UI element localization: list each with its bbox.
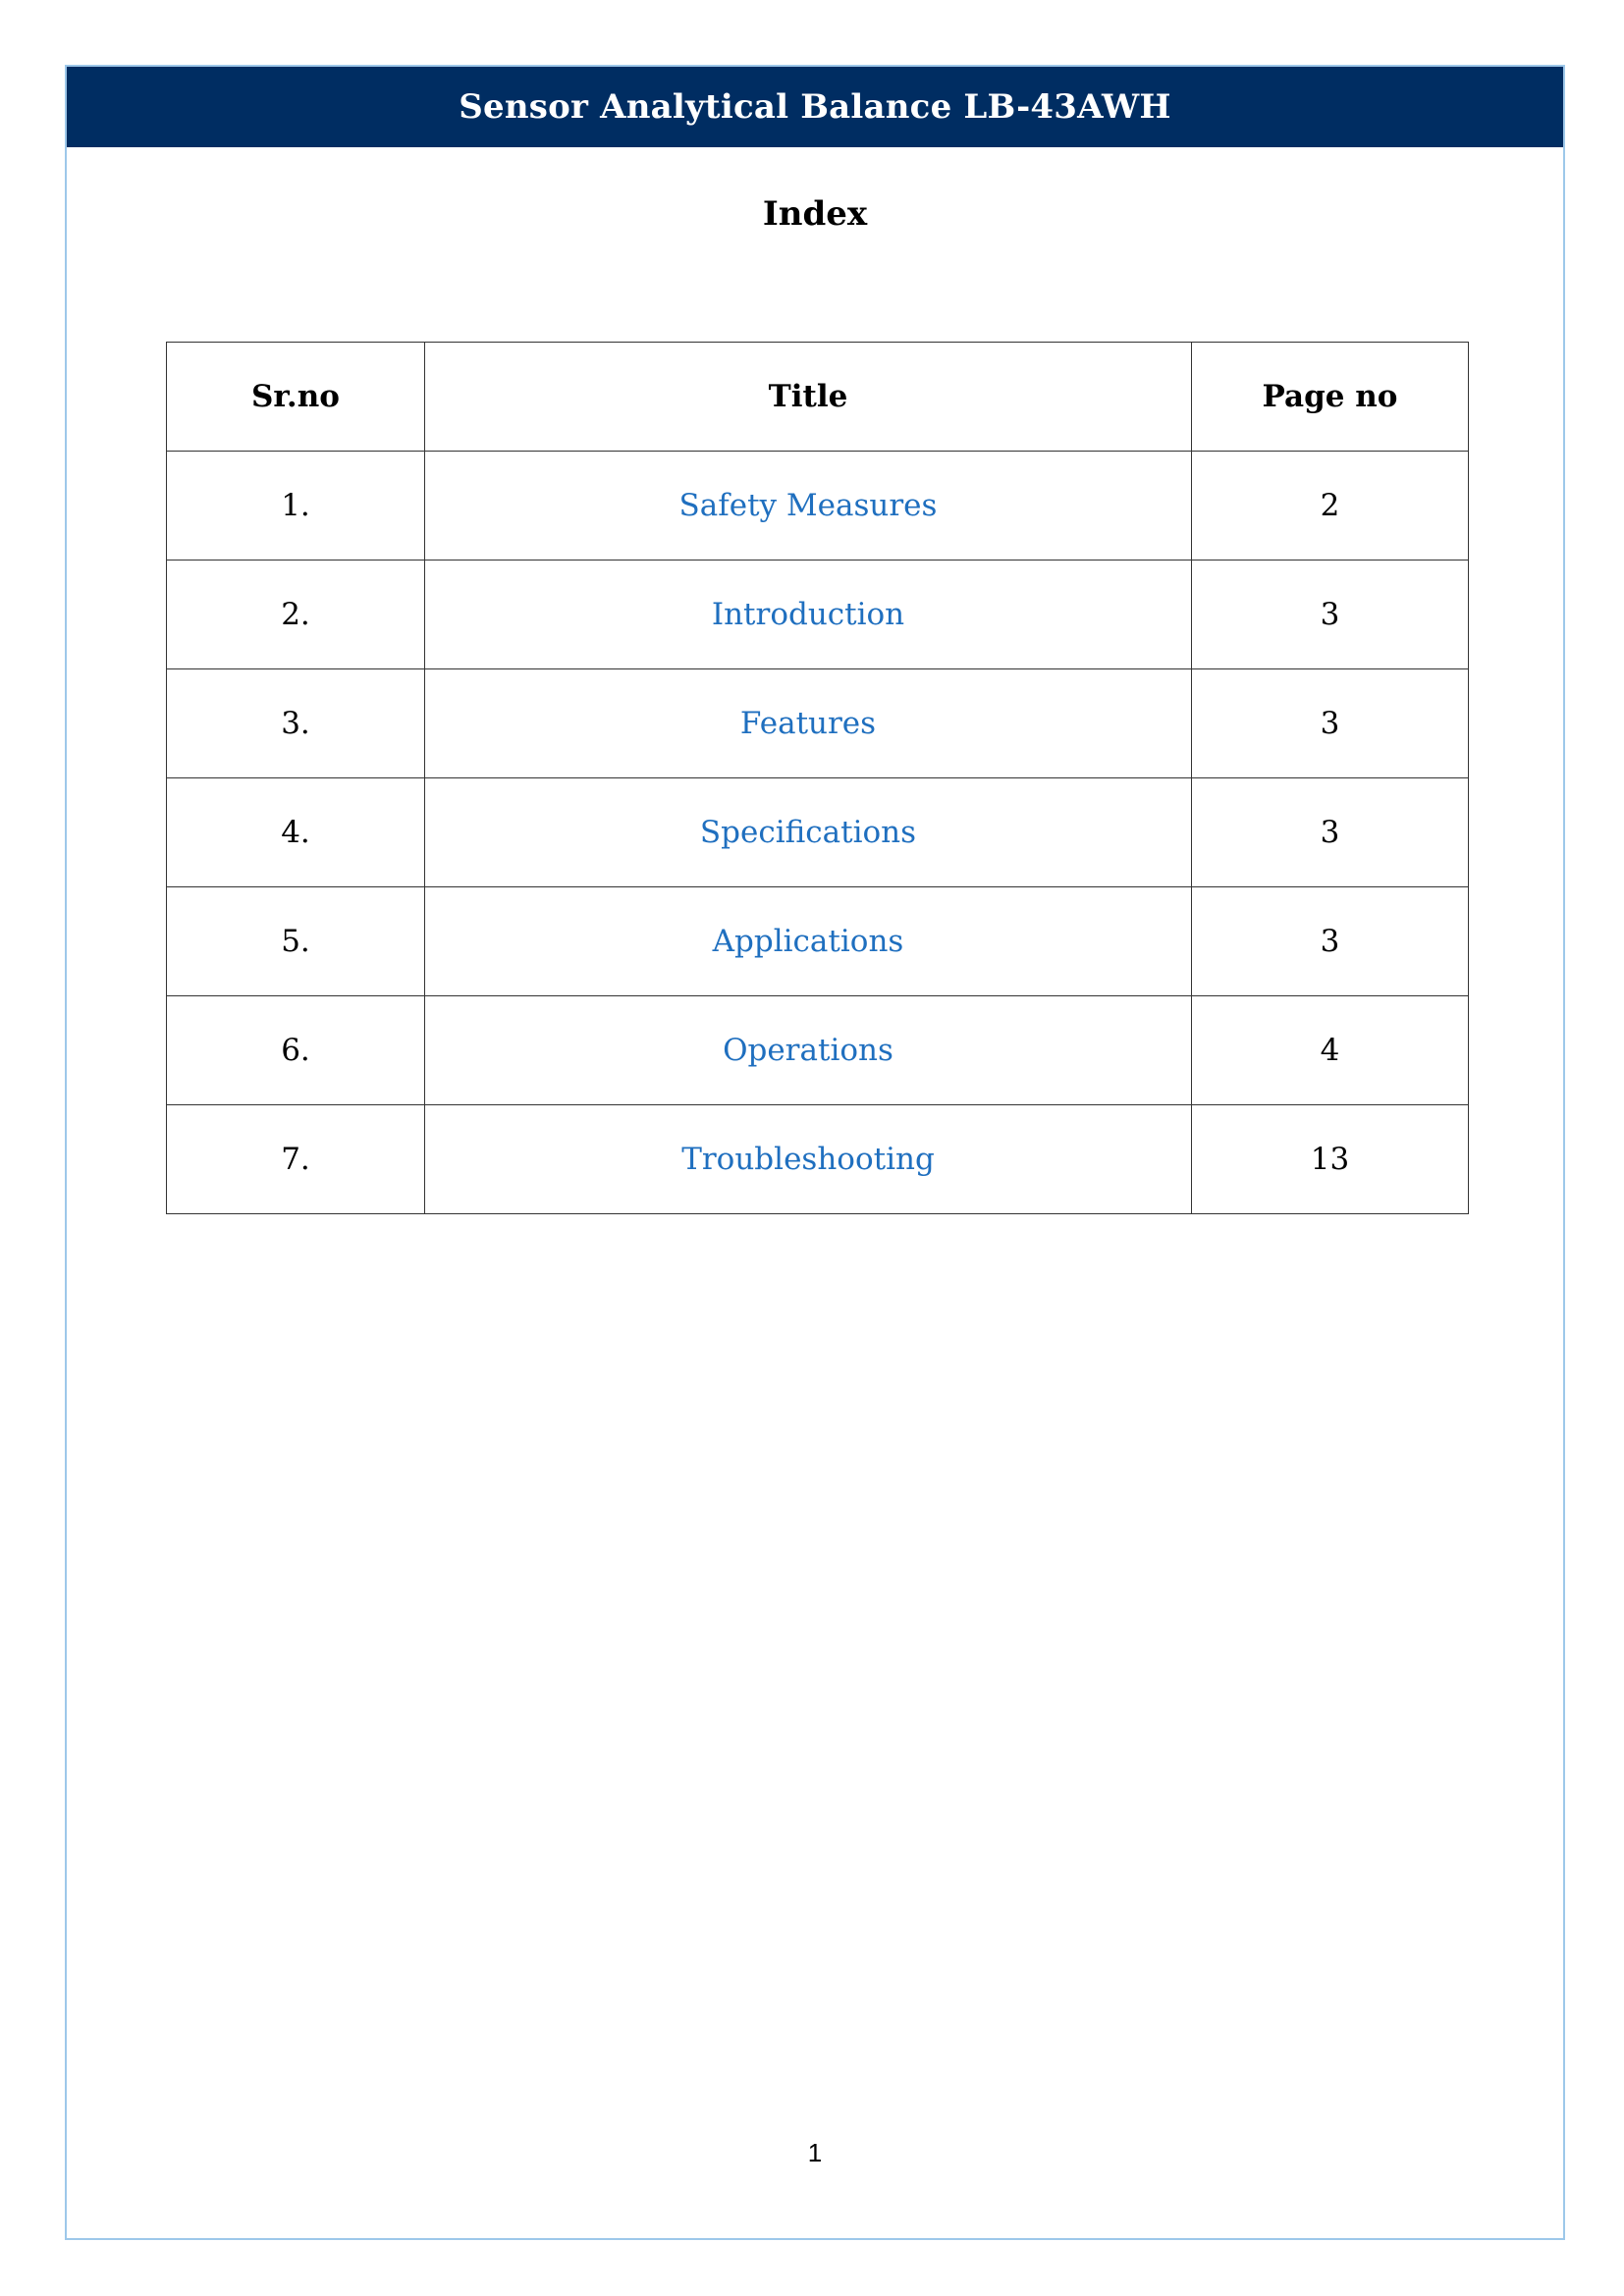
row-page: 2 (1192, 452, 1469, 561)
row-srno: 2. (167, 561, 425, 669)
toc-link-safety-measures[interactable]: Safety Measures (678, 488, 938, 523)
row-page: 3 (1192, 669, 1469, 778)
row-page: 13 (1192, 1105, 1469, 1214)
column-header-title: Title (425, 343, 1192, 452)
table-row (167, 778, 1469, 887)
row-title-cell (425, 561, 1192, 669)
column-header-srno: Sr.no (167, 343, 425, 452)
row-title-cell (425, 778, 1192, 887)
row-srno: 6. (167, 996, 425, 1105)
row-title-cell (425, 1105, 1192, 1214)
column-header-page: Page no (1192, 343, 1469, 452)
toc-link-operations[interactable]: Operations (723, 1033, 893, 1068)
index-table (166, 342, 1469, 1214)
row-page: 4 (1192, 996, 1469, 1105)
header-bar (67, 67, 1563, 147)
table-row (167, 561, 1469, 669)
row-title-cell (425, 452, 1192, 561)
row-srno: 7. (167, 1105, 425, 1214)
toc-link-troubleshooting[interactable]: Troubleshooting (681, 1142, 935, 1177)
toc-link-applications[interactable]: Applications (712, 924, 904, 959)
table-row (167, 1105, 1469, 1214)
row-page: 3 (1192, 887, 1469, 996)
toc-link-specifications[interactable]: Specifications (699, 815, 917, 850)
toc-link-features[interactable]: Features (739, 706, 877, 741)
row-title-cell (425, 669, 1192, 778)
table-row (167, 996, 1469, 1105)
table-header-row (167, 343, 1469, 452)
row-title-cell (425, 887, 1192, 996)
row-page: 3 (1192, 561, 1469, 669)
page-frame (65, 65, 1565, 2240)
toc-link-introduction[interactable]: Introduction (711, 597, 905, 632)
table-row (167, 887, 1469, 996)
row-srno: 5. (167, 887, 425, 996)
table-row (167, 452, 1469, 561)
row-srno: 1. (167, 452, 425, 561)
index-heading: Index (762, 194, 868, 234)
row-title-cell (425, 996, 1192, 1105)
page-number: 1 (807, 2138, 823, 2167)
row-srno: 4. (167, 778, 425, 887)
table-row (167, 669, 1469, 778)
row-page: 3 (1192, 778, 1469, 887)
row-srno: 3. (167, 669, 425, 778)
document-title: Sensor Analytical Balance LB-43AWH (459, 87, 1171, 127)
